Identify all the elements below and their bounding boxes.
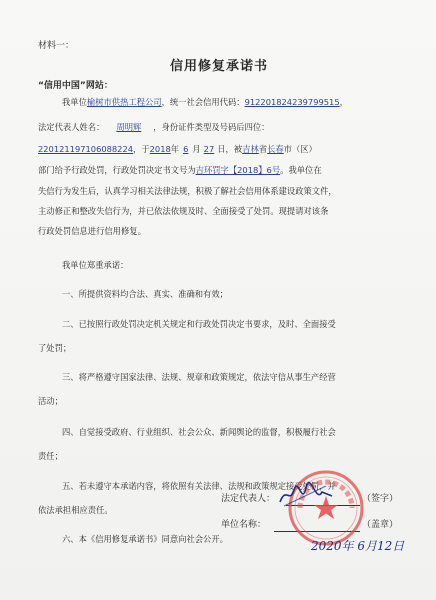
year: 2018 [149,144,171,154]
text: 省 [258,144,268,154]
para2: 我单位郑重承诺： [62,260,129,270]
commitment-5-line1: 五、若未遵守本承诺内容，将依照有关法律、法规和政策规定接受处罚，并 [62,481,336,491]
commitment-1: 一、所提供资料均合法、真实、准确和有效； [62,289,228,299]
id-number: 220121197106088224 [38,144,134,154]
text: ，统一社会信用代码： [161,97,245,107]
month: 6 [183,144,189,154]
commitment-2-line2: 了处罚； [38,343,72,353]
text: 日，被 [217,144,243,154]
para1-line4 [38,164,322,176]
commitment-4-line1: 四、自觉接受政府、行业组织、社会公众、新闻舆论的监督，积极履行社会 [62,427,336,437]
text: ，于 [133,144,150,154]
unit-name-label: 单位名称： [221,520,267,530]
rep-sign-label: 法定代表人： [221,494,276,504]
day: 27 [203,144,215,154]
text: ，身份证件类型及号码后四位： [153,122,270,132]
city: 长春 [267,144,284,154]
company-name: 榆树市供热工程公司 [86,97,162,107]
para1-line6: 主动修正和整改失信行为，并已依法依规及时、全面接受了处罚。现提请对该条 [38,206,329,216]
text: 月 [192,144,201,154]
para1-line2 [38,121,269,133]
commitment-5-line2: 依法承担相应责任。 [38,505,113,515]
text: 市（区） [283,144,317,154]
addressee: “信用中国”网站： [38,81,113,91]
text: ， [339,97,348,107]
commitment-6: 六、本《信用修复承诺书》同意向社会公开。 [62,534,228,544]
province: 吉林 [242,144,259,154]
text: 部门给予行政处罚，行政处罚决定书文号为 [38,165,196,175]
handwritten-signature [276,480,336,510]
text: 法定代表人姓名： [38,122,105,132]
decision-doc-number: 吉环罚字【2018】6号 [195,165,281,175]
rep-name: 周明辉 [116,122,142,132]
para1-line1 [62,96,348,108]
text: 。我单位在 [280,165,322,175]
unit-name-suffix: （盖章） [362,520,399,530]
para1-line3 [38,143,317,155]
para1-line7: 行政处罚信息进行信用修复。 [38,226,146,236]
commitment-2-line1: 二、已按照行政处罚决定机关规定和行政处罚决定书要求，及时、全面接受 [62,319,336,329]
text: 我单位 [62,97,87,107]
page-title: 信用修复承诺书 [170,59,269,74]
commitment-3-line2: 活动； [38,396,63,406]
credit-code: 912201824239799515 [244,97,340,107]
handwritten-date: 2020年 6月12日 [311,539,405,553]
para1-line5: 失信行为发生后，认真学习相关法律法规，积极了解社会信用体系建设政策文件， [38,186,337,196]
rep-sign-suffix: （签字） [362,494,399,504]
commitment-3-line1: 三、将严格遵守国家法律、法规、规章和政策规定，依法守信从事生产经营 [62,372,336,382]
material-label: 材料一： [38,41,75,51]
text: 年 [170,144,180,154]
commitment-4-line2: 责任； [38,451,63,461]
